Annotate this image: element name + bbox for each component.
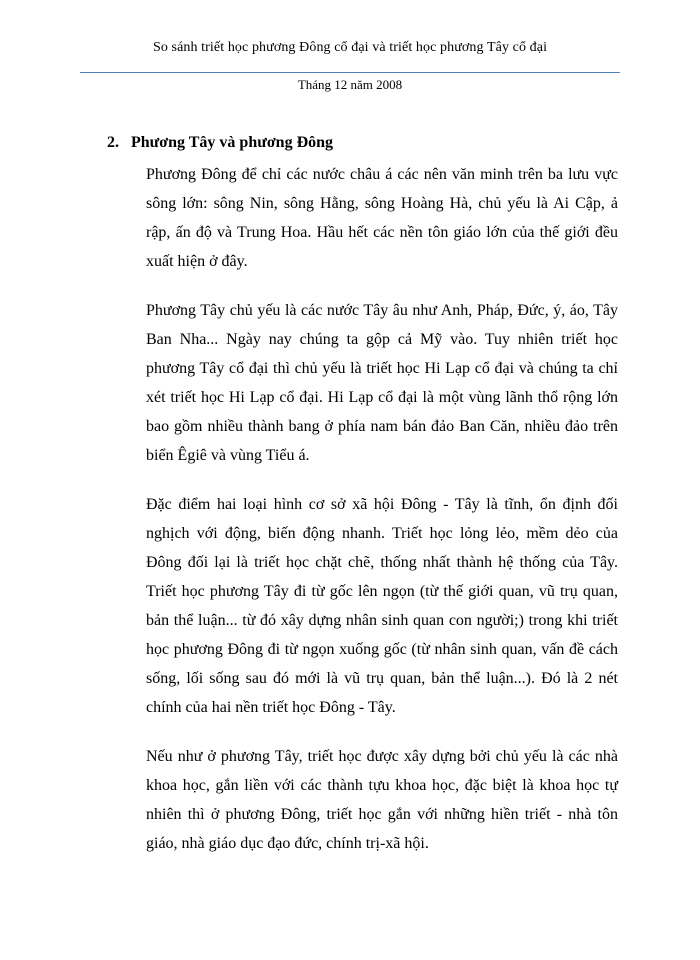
page-header-title: So sánh triết học phương Đông cổ đại và triết học phương Tây cổ đại (152, 40, 548, 55)
page-header-date: Tháng 12 năm 2008 (297, 77, 403, 92)
section-title: Phương Tây và phương Đông (131, 134, 334, 151)
paragraph-eastern-definition: Phương Đông để chỉ các nước châu á các nên văn minh trên ba lưu vực sông lớn: sông Nin, sông Hằng, sông Hoàng Hà, chủ yếu là Ai Cập, ả rập, ấn độ và Trung Hoa. Hầu hết các nền tôn giáo lớn của thế giới đều xuất hiện ở đây. (146, 166, 618, 270)
section-number: 2. (107, 134, 119, 151)
paragraph-philosophers: Nếu như ở phương Tây, triết học được xây dựng bởi chủ yếu là các nhà khoa học, gắn liền với các thành tựu khoa học, đặc biệt là khoa học tự nhiên thì ở phương Đông, triết học gắn với những hiền triết - nhà tôn giáo, nhà giáo dục đạo đức, chính trị-xã hội. (146, 748, 618, 852)
paragraph-western-definition: Phương Tây chủ yếu là các nước Tây âu như Anh, Pháp, Đức, ý, áo, Tây Ban Nha... Ngày nay chúng ta gộp cả Mỹ vào. Tuy nhiên triết học phương Tây cổ đại thì chủ yếu là triết học Hi Lạp cổ đại và chúng ta chỉ xét triết học Hi Lạp cổ đại. Hi Lạp cổ đại là một vùng lãnh thổ rộng lớn bao gồm nhiều thành bang ở phía nam bán đảo Ban Căn, nhiều đảo trên biển Êgiê và vùng Tiểu á. (146, 302, 618, 464)
header-divider (80, 72, 620, 73)
paragraph-social-characteristics: Đặc điểm hai loại hình cơ sở xã hội Đông - Tây là tĩnh, ổn định đối nghịch với động, biến động nhanh. Triết học lỏng lẻo, mềm dẻo của Đông đối lại là triết học chặt chẽ, thống nhất thành hệ thống của Tây. Triết học phương Tây đi từ gốc lên ngọn (từ thế giới quan, vũ trụ quan, bản thể luận... từ đó xây dựng nhân sinh quan con người;) trong khi triết học phương Đông đi từ ngọn xuống gốc (từ nhân sinh quan, vấn đề cách sống, lối sống sau đó mới là vũ trụ quan, bản thể luận...). Đó là 2 nét chính của hai nền triết học Đông - Tây. (146, 496, 618, 716)
section-heading (107, 134, 333, 152)
section-body (146, 160, 618, 878)
